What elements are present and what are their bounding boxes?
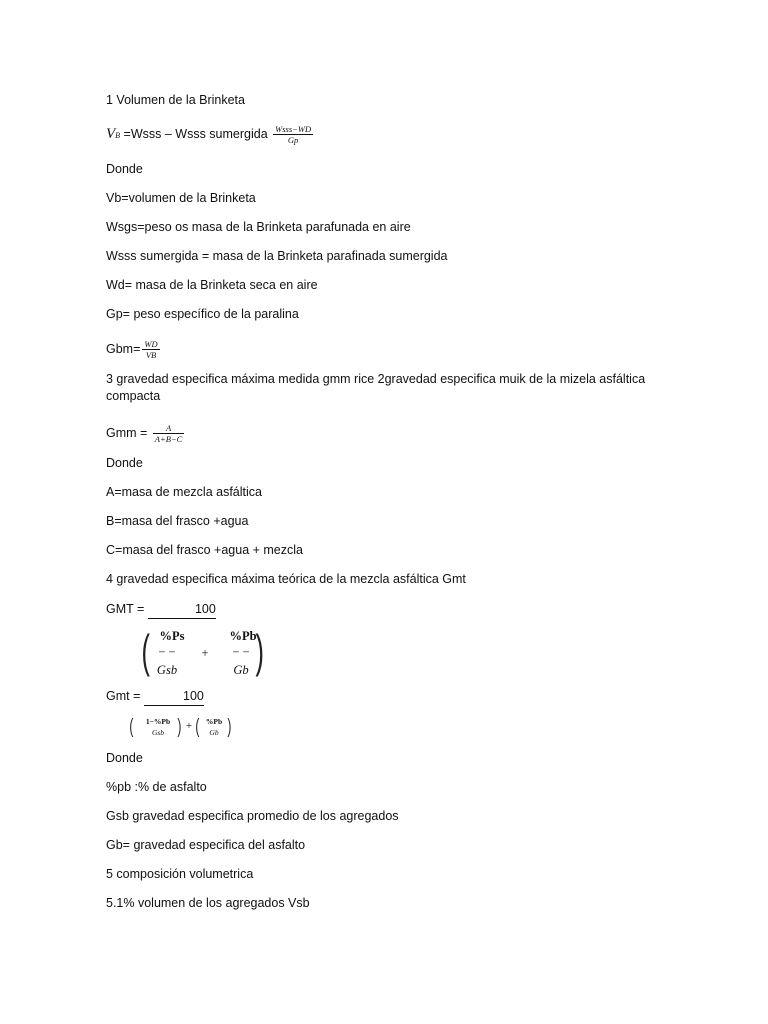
small-right-paren-2: ) [227, 716, 232, 738]
gmt2-label: Gmt = [106, 689, 144, 703]
heading-gravedad-maxima-teorica: 4 gravedad especifica máxima teórica de la mezcla asfáltica Gmt [106, 572, 466, 586]
plus-sign: + [201, 646, 209, 660]
small-den-2: Gb [209, 728, 219, 737]
gmm-label: Gmm = [106, 425, 151, 440]
term-ps: %Ps [159, 629, 185, 643]
donde-label-3: Donde [106, 751, 143, 765]
formula-vb [106, 124, 315, 145]
definition-b: B=masa del frasco +agua [106, 514, 249, 528]
gbm-denominator: VB [145, 350, 157, 360]
vb-numerator: Wsss−WD [275, 124, 312, 134]
formula-gbm [106, 339, 162, 360]
definition-pb: %pb :% de asfalto [106, 780, 207, 794]
small-left-paren-1: ( [129, 716, 134, 738]
definition-a: A=masa de mezcla asfáltica [106, 485, 262, 499]
gmt-numerator: 100 [148, 601, 216, 619]
gmm-fraction [153, 423, 185, 444]
definition-gb: Gb= gravedad especifica del asfalto [106, 838, 306, 852]
heading-volumen-brinketa: 1 Volumen de la Brinketa [106, 93, 245, 107]
definition-gsb: Gsb gravedad especifica promedio de los agregados [106, 809, 399, 823]
definition-c: C=masa del frasco +agua + mezcla [106, 543, 303, 557]
gmm-denominator: A+B−C [154, 434, 183, 444]
definition-gp: Gp= peso específico de la paralina [106, 307, 299, 321]
gbm-numerator: WD [144, 339, 158, 349]
term-pb: %Pb [229, 629, 257, 643]
small-left-paren-2: ( [195, 716, 200, 738]
heading-gravedad-maxima-medida: 3 gravedad especifica máxima medida gmm rice 2gravedad especifica muik de la mizela asfáltica compacta [106, 372, 646, 403]
definition-wsss: Wsss sumergida = masa de la Brinketa parafinada sumergida [106, 249, 448, 263]
term-dash-1: − − [158, 645, 176, 659]
small-plus: + [185, 720, 193, 732]
definition-vb: Vb=volumen de la Brinketa [106, 191, 256, 205]
vb-equation: =Wsss – Wsss sumergida [120, 126, 272, 141]
formula-gmt-2 [106, 688, 204, 706]
term-dash-2: − − [232, 645, 250, 659]
donde-label-1: Donde [106, 162, 143, 176]
definition-wd: Wd= masa de la Brinketa seca en aire [106, 278, 318, 292]
gmm-numerator: A [153, 423, 185, 434]
formula-gmm [106, 423, 186, 444]
heading-volumen-agregados: 5.1% volumen de los agregados Vsb [106, 896, 310, 910]
gmt2-numerator: 100 [144, 688, 204, 706]
small-den-1: Gsb [151, 728, 165, 737]
heading-composicion-volumetrica: 5 composición volumetrica [106, 867, 254, 881]
gbm-label: Gbm= [106, 341, 141, 356]
gmt-label: GMT = [106, 602, 148, 616]
right-paren: ) [255, 625, 264, 677]
formula-gmt [106, 601, 216, 619]
left-paren: ( [141, 625, 150, 677]
vb-subscript: B [115, 130, 121, 140]
vb-denominator: Gp [287, 135, 299, 145]
small-right-paren-1: ) [177, 716, 182, 738]
gbm-fraction [142, 339, 159, 360]
vb-fraction [273, 124, 313, 145]
term-gb: Gb [233, 663, 249, 677]
vb-symbol: V [106, 125, 116, 142]
small-num-2: %Pb [205, 717, 223, 726]
donde-label-2: Donde [106, 456, 143, 470]
term-gsb: Gsb [156, 663, 178, 677]
definition-wsgs: Wsgs=peso os masa de la Brinketa parafunada en aire [106, 220, 411, 234]
small-num-1: 1−%Pb [145, 717, 171, 726]
